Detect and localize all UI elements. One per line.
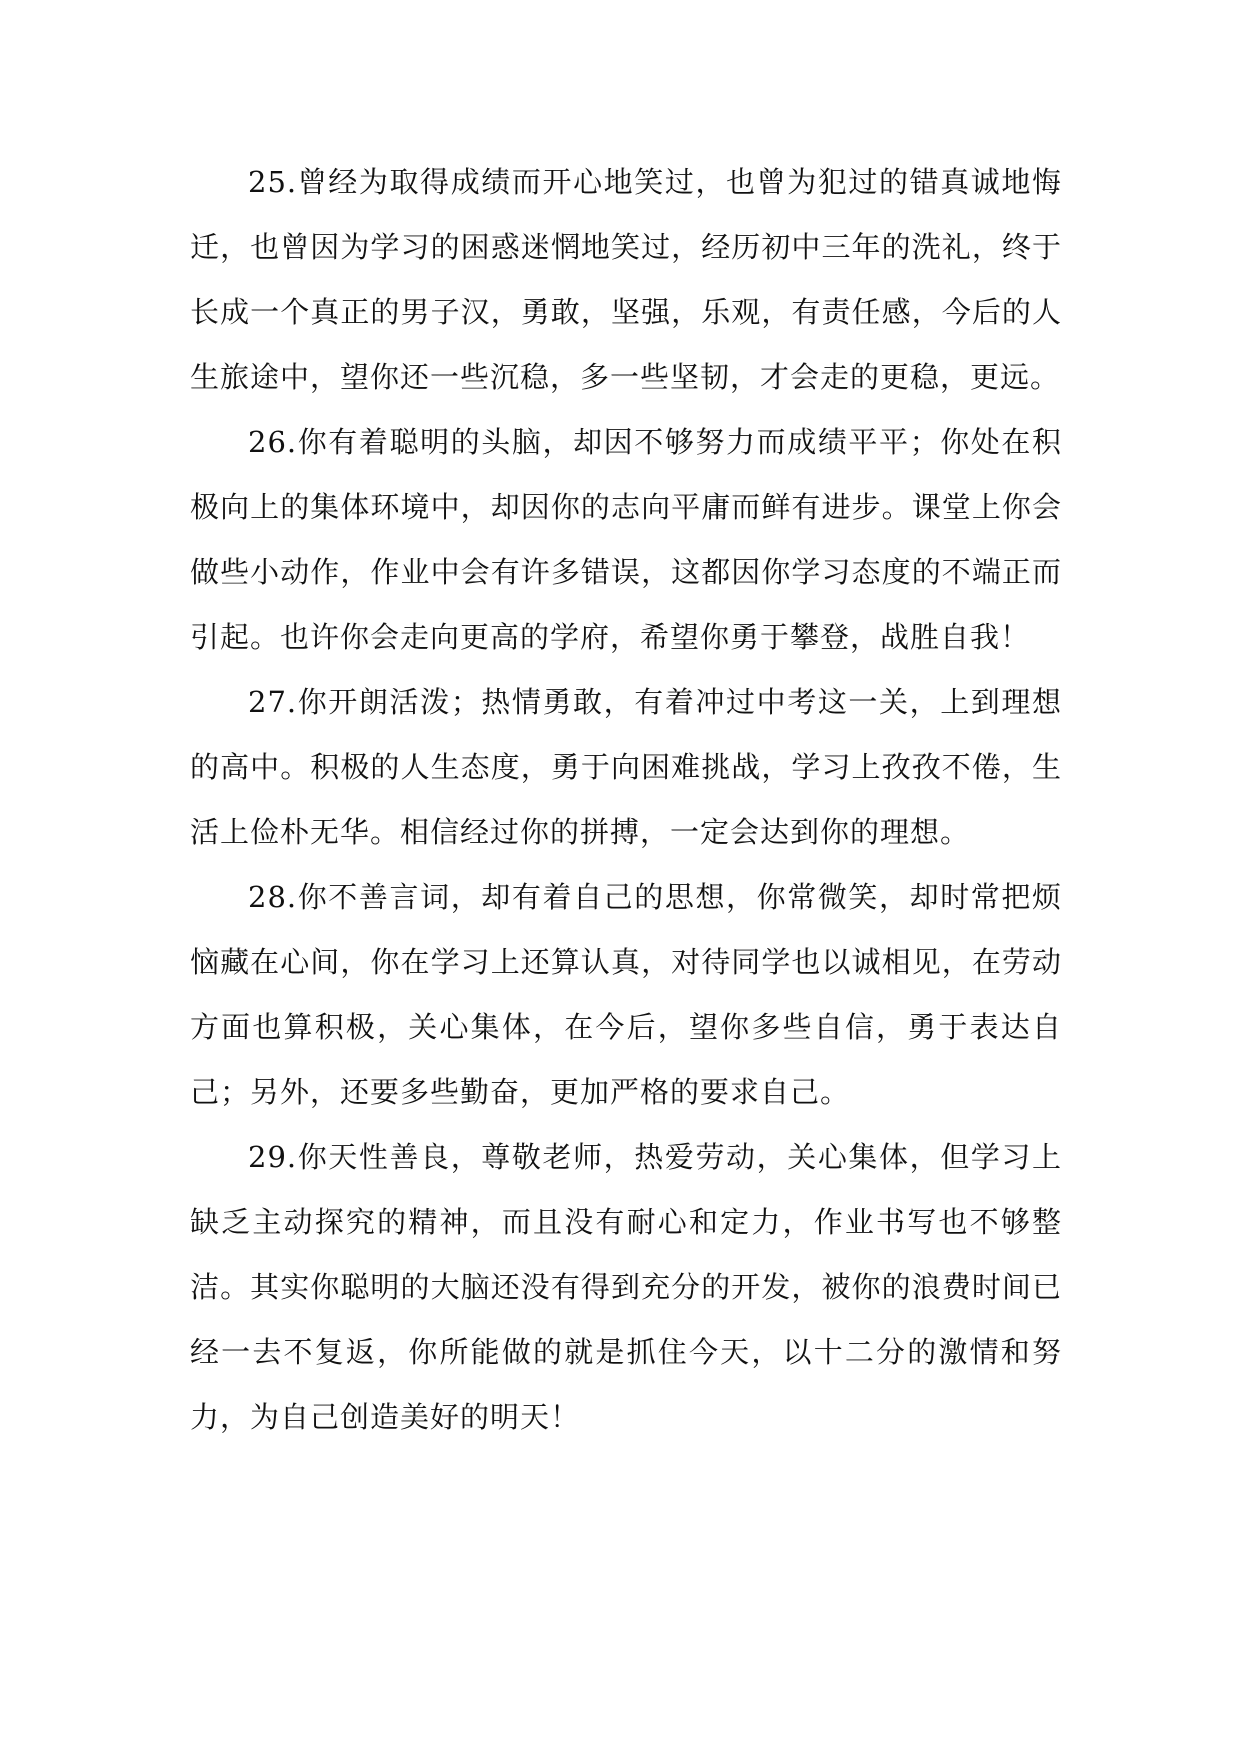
document-body bbox=[190, 150, 1062, 1450]
paragraph-26: 26.你有着聪明的头脑，却因不够努力而成绩平平；你处在积极向上的集体环境中，却因你的志向平庸而鲜有进步。课堂上你会做些小动作，作业中会有许多错误，这都因你学习态度的不端正而引起。也许你会走向更高的学府，希望你勇于攀登，战胜自我！ bbox=[190, 425, 1062, 654]
paragraph-29: 29.你天性善良，尊敬老师，热爱劳动，关心集体，但学习上缺乏主动探究的精神，而且没有耐心和定力，作业书写也不够整洁。其实你聪明的大脑还没有得到充分的开发，被你的浪费时间已经一去不复返，你所能做的就是抓住今天，以十二分的激情和努力，为自己创造美好的明天！ bbox=[190, 1140, 1062, 1434]
paragraph-25: 25.曾经为取得成绩而开心地笑过，也曾为犯过的错真诚地悔迁，也曾因为学习的困惑迷惘地笑过，经历初中三年的洗礼，终于长成一个真正的男子汉，勇敢，坚强，乐观，有责任感，今后的人生旅途中，望你还一些沉稳，多一些坚韧，才会走的更稳，更远。 bbox=[190, 165, 1062, 394]
paragraph-28: 28.你不善言词，却有着自己的思想，你常微笑，却时常把烦恼藏在心间，你在学习上还算认真，对待同学也以诚相见，在劳动方面也算积极，关心集体，在今后，望你多些自信，勇于表达自己；另外，还要多些勤奋，更加严格的要求自己。 bbox=[190, 880, 1062, 1109]
paragraph-27: 27.你开朗活泼；热情勇敢，有着冲过中考这一关，上到理想的高中。积极的人生态度，勇于向困难挑战，学习上孜孜不倦，生活上俭朴无华。相信经过你的拼搏，一定会达到你的理想。 bbox=[190, 685, 1062, 849]
